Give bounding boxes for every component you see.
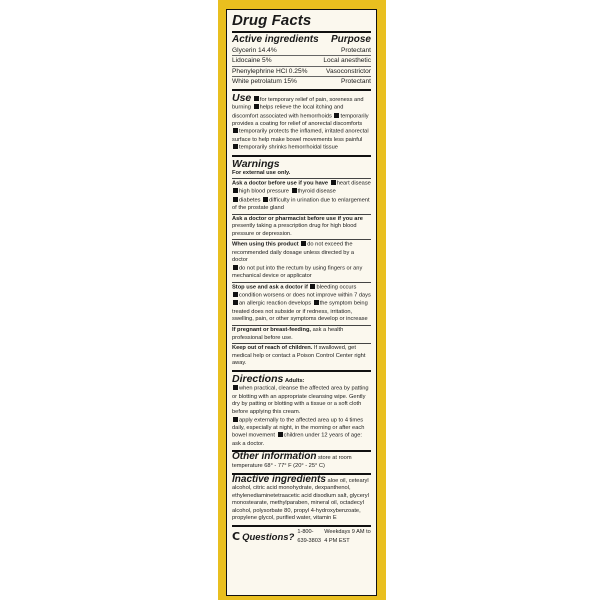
divider <box>232 89 371 91</box>
use-bullet: temporarily shrinks hemorrhoidal tissue <box>239 145 338 151</box>
pregnancy-lead: If pregnant or breast-feeding, <box>232 326 312 333</box>
questions-phone: 1-800-639-3803 <box>297 529 321 545</box>
ingredient-name: Lidocaine 5% <box>232 57 272 65</box>
inactive-ingredients-title: Inactive ingredients <box>232 473 326 485</box>
warnings-title: Warnings <box>232 157 280 170</box>
warning-item: diabetes <box>239 197 261 204</box>
direction-item: when practical, cleanse the affected area by patting or blotting with an appropriate cleansing wipe. Gently dry by patting or blotting with a tissue or a soft cloth before applying this cream. <box>232 386 369 415</box>
ingredient-row <box>232 66 371 76</box>
other-information-title: Other information <box>232 451 317 463</box>
other-information-section <box>232 453 371 470</box>
warning-item: the symptom being treated does not subside or if redness, irritation, swelling, pain, or other symptoms develop or increase <box>232 301 368 323</box>
bullet-square-icon <box>278 432 283 437</box>
use-bullet: helps relieve the local itching and discomfort associated with hemorrhoids <box>232 104 344 120</box>
ask-doctor-block <box>232 178 371 212</box>
pregnancy-text: ask a health professional before use. <box>232 326 344 341</box>
ingredient-purpose: Vasoconstrictor <box>326 67 371 75</box>
warning-item: high blood pressure <box>239 189 289 196</box>
bullet-square-icon <box>233 128 238 133</box>
bullet-square-icon <box>254 104 259 109</box>
bullet-square-icon <box>314 300 319 305</box>
when-using-block <box>232 239 371 280</box>
active-ingredients-header <box>232 34 371 46</box>
ingredient-name: Glycerin 14.4% <box>232 47 277 54</box>
inactive-ingredients-section <box>232 473 371 524</box>
divider <box>232 370 371 372</box>
questions-section <box>232 528 371 546</box>
warning-item: condition worsens or does not improve within 7 days <box>239 292 371 299</box>
phone-c-icon: C <box>232 530 241 544</box>
ingredient-row <box>232 55 371 65</box>
external-use-note <box>232 170 371 178</box>
bullet-square-icon <box>233 188 238 193</box>
warning-item: difficulty in urination due to enlargement of the prostate gland <box>232 197 370 212</box>
divider <box>232 525 371 527</box>
divider <box>232 31 371 33</box>
inactive-ingredients-text: aloe oil, cetearyl alcohol, citric acid monohydrate, dexpanthenol, ethylenediaminetetraacetic acid disodium salt, glyceryl monostearate, methylparaben, mineral oil, octadecyl alcohol, polysorbate 80, propyl 4-hydroxybenzoate, propylene glycol, purified water, vitamin E <box>232 477 369 522</box>
bullet-square-icon <box>254 96 259 101</box>
bullet-square-icon <box>233 300 238 305</box>
bullet-square-icon <box>310 284 315 289</box>
ingredients-list <box>232 46 371 87</box>
ask-doctor-lead: Ask a doctor before use if you have <box>232 180 329 187</box>
directions-section <box>232 373 371 448</box>
use-bullet: temporarily provides a coating for relief of anorectal discomforts <box>232 113 369 127</box>
divider <box>232 155 371 157</box>
warning-item: do not put into the rectum by using fingers or any mechanical device or applicator <box>232 265 363 280</box>
drug-facts-panel <box>226 9 377 596</box>
ingredient-purpose: Local anesthetic <box>323 57 371 65</box>
drug-facts-title: Drug Facts <box>232 12 312 29</box>
warnings-section <box>232 158 371 368</box>
bullet-square-icon <box>292 188 297 193</box>
children-text: If swallowed, get medical help or contact a Poison Control Center right away. <box>232 345 366 367</box>
bullet-square-icon <box>233 417 238 422</box>
bullet-square-icon <box>233 385 238 390</box>
questions-title: Questions? <box>242 531 295 543</box>
pharmacist-lead: Ask a doctor or pharmacist before use if you are <box>232 215 363 222</box>
warning-item: an allergic reaction develops <box>239 301 312 308</box>
pharmacist-text: presently taking a prescription drug for high blood pressure or depression. <box>232 223 357 237</box>
use-title: Use <box>232 91 252 104</box>
ingredient-name: Phenylephrine HCl 0.25% <box>232 67 308 75</box>
warning-item: thyroid disease <box>297 189 336 196</box>
ask-pharmacist-block <box>232 214 371 239</box>
ingredient-row <box>232 76 371 86</box>
ingredient-purpose: Protectant <box>340 47 371 54</box>
use-section <box>232 92 371 153</box>
use-bullet: temporarily protects the inflamed, irritated anorectal surface to help make bowel movements less painful <box>232 129 369 143</box>
warning-item: heart disease <box>336 180 371 187</box>
stop-use-block <box>232 282 371 324</box>
pregnancy-block <box>232 325 371 342</box>
bullet-square-icon <box>233 144 238 149</box>
use-bullet: for temporary relief of pain, soreness and burning <box>232 96 364 111</box>
ingredient-name: White petrolatum 15% <box>232 78 297 86</box>
ingredient-purpose: Protectant <box>340 78 371 86</box>
bullet-square-icon <box>263 197 268 202</box>
ingredient-row <box>232 46 371 55</box>
directions-title: Directions <box>232 372 284 385</box>
when-using-lead: When using this product <box>232 242 299 249</box>
bullet-square-icon <box>233 197 238 202</box>
direction-item: children under 12 years of age: ask a doctor. <box>232 433 363 447</box>
purpose-label: Purpose <box>330 34 371 45</box>
warning-item: do not exceed the recommended daily dosage unless directed by a doctor <box>232 242 355 264</box>
bullet-square-icon <box>301 241 306 246</box>
directions-lead: Adults: <box>284 377 305 384</box>
questions-hours: Weekdays 9 AM to 4 PM EST <box>324 529 371 545</box>
direction-item: apply externally to the affected area up to 4 times daily, especially at night, in the morning or after each bowel movement <box>232 417 365 440</box>
other-information-text: store at room temperature 68° - 77° F (20° - 25° C) <box>232 455 352 469</box>
bullet-square-icon <box>334 113 339 118</box>
active-ingredients-label: Active ingredients <box>232 34 319 45</box>
bullet-square-icon <box>233 265 238 270</box>
bullet-square-icon <box>233 292 238 297</box>
children-lead: Keep out of reach of children. <box>232 345 313 352</box>
children-block <box>232 343 371 368</box>
warning-item: bleeding occurs <box>316 284 357 291</box>
bullet-square-icon <box>331 180 336 185</box>
stop-use-lead: Stop use and ask a doctor if <box>232 284 308 291</box>
external-use-text: For external use only. <box>232 169 291 176</box>
